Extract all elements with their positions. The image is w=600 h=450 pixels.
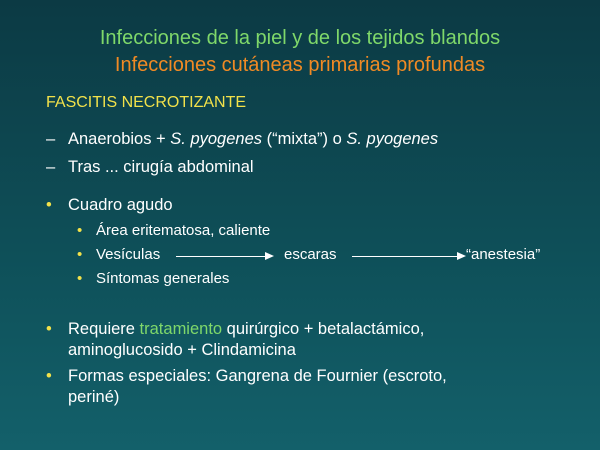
sub-bullet-marker: •	[77, 222, 83, 239]
dash-item-etiology: Anaerobios + S. pyogenes (“mixta”) o S. pyogenes	[68, 130, 439, 148]
bullet-marker: •	[46, 196, 52, 214]
dash-item-surgery: Tras ... cirugía abdominal	[68, 158, 254, 176]
bullet-marker: •	[46, 320, 52, 338]
sub-bullet-marker: •	[77, 270, 83, 287]
bullet-formas-line2: periné)	[68, 388, 120, 406]
arrow-icon	[176, 256, 272, 257]
dash-marker: –	[46, 130, 56, 148]
bullet-cuadro-agudo: Cuadro agudo	[68, 196, 173, 214]
bullet-marker: •	[46, 367, 52, 385]
sub-bullet-anestesia: “anestesia”	[466, 246, 541, 263]
sub-bullet-vesiculas: Vesículas	[96, 246, 161, 263]
sub-bullet-area: Área eritematosa, caliente	[96, 222, 271, 239]
sub-bullet-marker: •	[77, 246, 83, 263]
section-heading: FASCITIS NECROTIZANTE	[46, 94, 247, 111]
dash-marker: –	[46, 158, 56, 176]
arrow-icon	[352, 256, 464, 257]
sub-bullet-sintomas: Síntomas generales	[96, 270, 230, 287]
slide-title-line2: Infecciones cutáneas primarias profundas	[114, 54, 486, 76]
slide-title-line1: Infecciones de la piel y de los tejidos blandos	[99, 27, 501, 49]
bullet-requiere-line2: aminoglucosido + Clindamicina	[68, 341, 296, 359]
highlight-tratamiento: tratamiento	[139, 320, 223, 338]
bullet-formas-line1: Formas especiales: Gangrena de Fournier (escroto,	[68, 367, 447, 385]
sub-bullet-escaras: escaras	[284, 246, 337, 263]
bullet-requiere-line1: Requiere tratamiento quirúrgico + betalactámico,	[68, 320, 425, 338]
